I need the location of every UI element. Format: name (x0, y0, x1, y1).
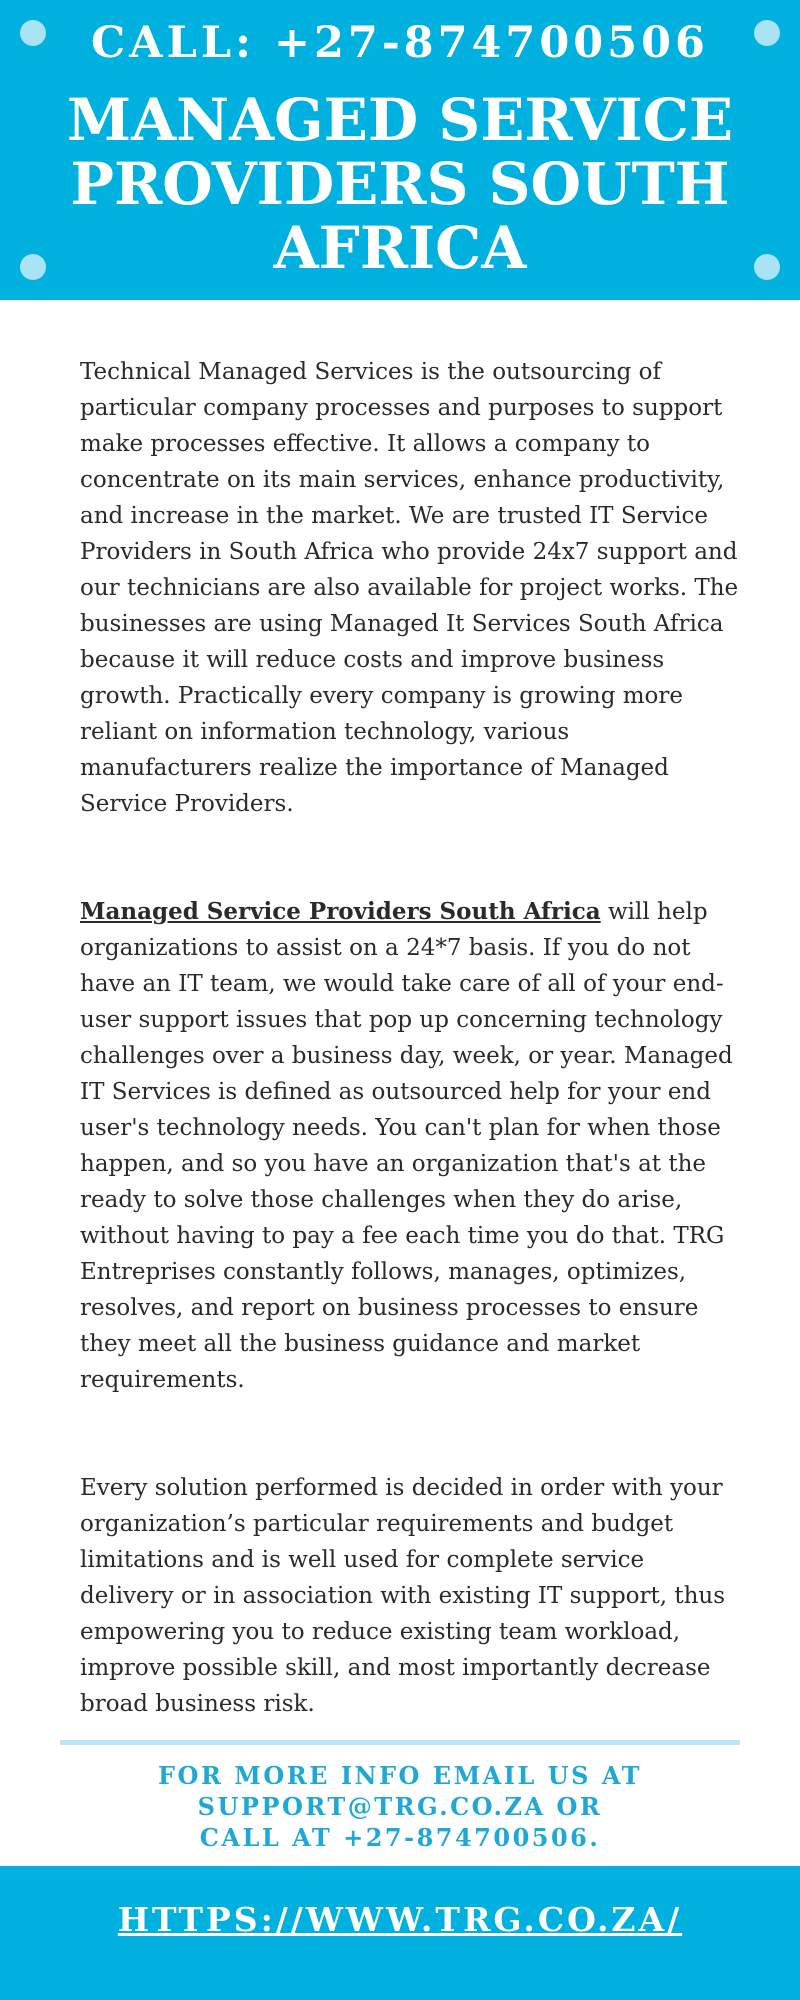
website-link[interactable]: HTTPS://WWW.TRG.CO.ZA/ (117, 1900, 683, 1939)
contact-line-email-intro: FOR MORE INFO EMAIL US AT (158, 1761, 642, 1790)
call-number: CALL: +27-874700506 (91, 18, 709, 68)
paragraph-solution: Every solution performed is decided in order with your organization’s particular requirements and budget limitations and is well used for complete service delivery or in association with existing IT support, thus empowering you to reduce existing team workload, improve possible skill, and most importantly decrease broad business risk. (80, 1475, 726, 1717)
paragraph-services (80, 894, 740, 1398)
divider (60, 1740, 740, 1745)
page-title: MANAGED SERVICE PROVIDERS SOUTH AFRICA (66, 86, 734, 282)
paragraph-services-text: will help organizations to assist on a 24*7 basis. If you do not have an IT team, we would take care of all of your end-user support issues that pop up concerning technology challenges over a business day, week, or year. Managed IT Services is defined as outsourced help for your end user's technology needs. You can't plan for when those happen, and so you have an organization that's at the ready to solve those challenges when they do arise, without having to pay a fee each time you do that. TRG Entreprises constantly follows, manages, optimizes, resolves, and report on business processes to ensure they meet all the business guidance and market requirements. (80, 899, 733, 1393)
managed-service-providers-link[interactable]: Managed Service Providers South Africa (80, 898, 601, 925)
footer-banner (0, 1866, 800, 2000)
header-banner (0, 0, 800, 300)
contact-line-phone: CALL AT +27-874700506. (199, 1823, 601, 1852)
contact-info (60, 1760, 740, 1853)
contact-line-email: SUPPORT@TRG.CO.ZA OR (197, 1792, 603, 1821)
paragraph-intro: Technical Managed Services is the outsourcing of particular company processes and purposes to support make processes effective. It allows a company to concentrate on its main services, enhance productivity, and increase in the market. We are trusted IT Service Providers in South Africa who provide 24x7 support and our technicians are also available for project works. The businesses are using Managed It Services South Africa because it will reduce costs and improve business growth. Practically every company is growing more reliant on information technology, various manufacturers realize the importance of Managed Service Providers. (80, 359, 739, 817)
